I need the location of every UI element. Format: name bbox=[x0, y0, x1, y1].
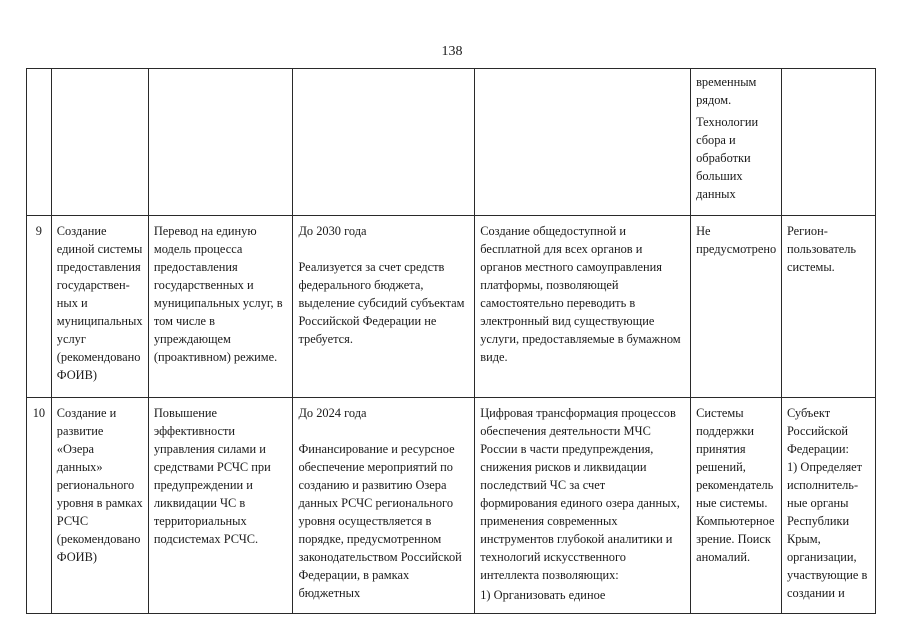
technologies: Не предусмотрено bbox=[691, 216, 782, 398]
financing: Финансирование и ресурсное обеспечение мероприятий по созданию и развитию Озера данных РСЧС регионального уровня осуществляется в порядке, предусмотренном законодательством Российской Федерации, в рамках бюджетных bbox=[298, 442, 462, 600]
technologies-text-a: временным рядом. bbox=[696, 75, 757, 107]
cell-empty bbox=[148, 69, 293, 216]
participants-cell bbox=[781, 398, 875, 614]
table-row-10 bbox=[27, 398, 876, 614]
measure-description: Перевод на единую модель процесса предоставления государственных и муниципальных услуг, в том числе в упреждающем (проактивном) режиме. bbox=[148, 216, 293, 398]
expected-result: Цифровая трансформация процессов обеспечения деятельности МЧС России в части предупреждения, снижения рисков и ликвидации последствий ЧС за счет формирования единого озера данных, применения современных инструментов глубокой аналитики и технологий искусственного интеллекта позволяющих: bbox=[480, 406, 680, 582]
row-number: 9 bbox=[27, 216, 52, 398]
deadline: До 2030 года bbox=[298, 224, 367, 238]
cell-empty bbox=[51, 69, 148, 216]
page-number: 138 bbox=[441, 44, 463, 59]
measure-name: Создание и развитие «Озера данных» регионального уровня в рамках РСЧС (рекомендовано ФОИВ) bbox=[51, 398, 148, 614]
table-row-9 bbox=[27, 216, 876, 398]
participants-b: 1) Определяет исполнитель-ные органы Республики Крым, организации, участвующие в создании и bbox=[786, 460, 868, 600]
measure-description: Повышение эффективности управления силами и средствами РСЧС при предупреждении и ликвидации ЧС в территориальных подсистемах РСЧС. bbox=[148, 398, 293, 614]
cell-empty bbox=[475, 69, 691, 216]
technologies-text-b: Технологии сбора и обработки больших данных bbox=[696, 115, 759, 201]
cell-technologies-continued bbox=[691, 69, 782, 216]
cell-empty bbox=[293, 69, 475, 216]
expected-result-item: 1) Организовать единое bbox=[480, 588, 606, 602]
financing: Реализуется за счет средств федерального бюджета, выделение субсидий субъектам Российской Федерации не требуется. bbox=[298, 260, 465, 346]
deadline: До 2024 года bbox=[298, 406, 367, 420]
expected-result-cell bbox=[475, 398, 691, 614]
participants: Регион-пользователь системы. bbox=[781, 216, 875, 398]
expected-result: Создание общедоступной и бесплатной для всех органов и органов местного самоуправления платформы, позволяющей самостоятельно переводить в электронный вид существующие услуги, предоставляемые в бумажном виде. bbox=[475, 216, 691, 398]
cell-empty bbox=[781, 69, 875, 216]
row-number: 10 bbox=[27, 398, 52, 614]
cell-empty bbox=[27, 69, 52, 216]
deadline-financing-cell bbox=[293, 216, 475, 398]
measure-name: Создание единой системы предоставления государствен-ных и муниципальных услуг (рекомендовано ФОИВ) bbox=[51, 216, 148, 398]
table-row-continuation bbox=[27, 69, 876, 216]
deadline-financing-cell bbox=[293, 398, 475, 614]
technologies: Системы поддержки принятия решений, рекомендатель ные системы. Компьютерное зрение. Поиск аномалий. bbox=[691, 398, 782, 614]
measures-table bbox=[26, 68, 876, 614]
participants-a: Субъект Российской Федерации: bbox=[786, 406, 849, 456]
